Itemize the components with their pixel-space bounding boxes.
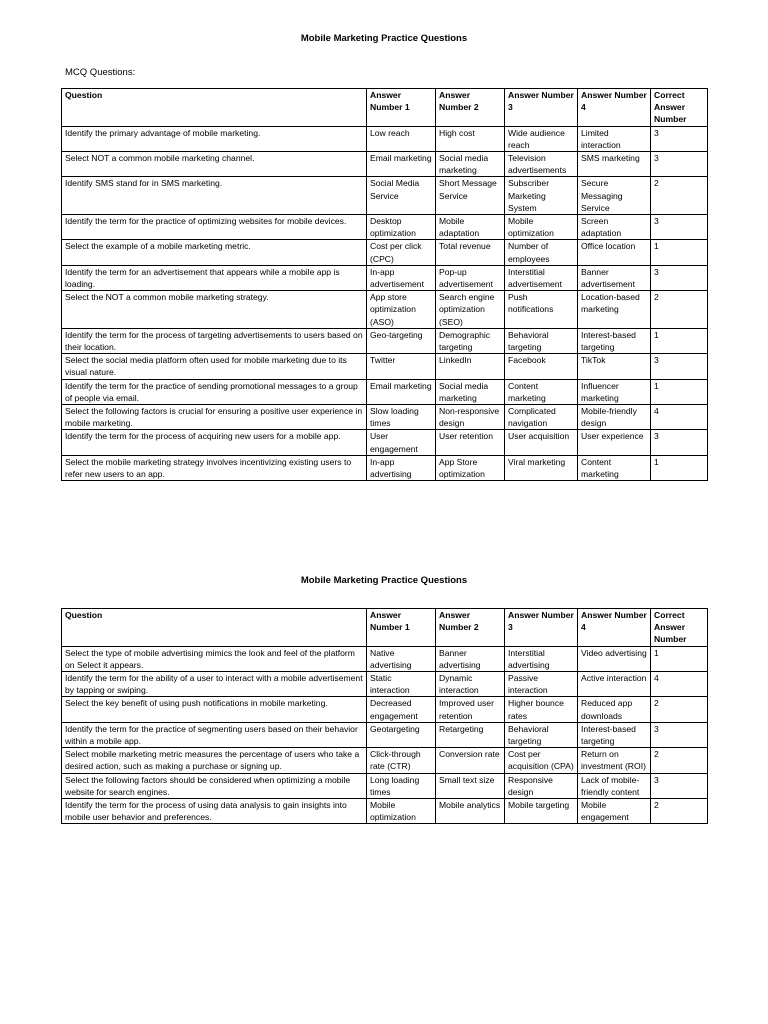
answer-2-cell: User retention	[436, 430, 505, 455]
correct-answer-cell: 2	[651, 291, 708, 329]
table-header-row	[62, 89, 708, 127]
correct-answer-cell: 1	[651, 379, 708, 404]
answer-2-cell: Pop-up advertisement	[436, 265, 505, 290]
correct-answer-cell: 4	[651, 405, 708, 430]
answer-4-cell: Office location	[578, 240, 651, 265]
answer-4-cell: Video advertising	[578, 646, 651, 671]
answer-2-cell: Total revenue	[436, 240, 505, 265]
answer-3-cell: Push notifications	[505, 291, 578, 329]
answer-3-cell: Responsive design	[505, 773, 578, 798]
question-cell: Identify the term for the practice of optimizing websites for mobile devices.	[62, 215, 367, 240]
answer-3-cell: Cost per acquisition (CPA)	[505, 748, 578, 773]
question-cell: Select mobile marketing metric measures the percentage of users who take a desired action, such as making a purchase or signing up.	[62, 748, 367, 773]
question-cell: Select the NOT a common mobile marketing strategy.	[62, 291, 367, 329]
table-row	[62, 328, 708, 353]
question-cell: Select the key benefit of using push notifications in mobile marketing.	[62, 697, 367, 722]
question-cell: Identify the term for the process of using data analysis to gain insights into mobile user behavior and preferences.	[62, 799, 367, 824]
answer-4-cell: Location-based marketing	[578, 291, 651, 329]
table-row	[62, 455, 708, 480]
header-correct-answer: Correct Answer Number	[651, 609, 708, 647]
answer-1-cell: Native advertising	[367, 646, 436, 671]
header-answer-2: Answer Number 2	[436, 89, 505, 127]
answer-3-cell: Mobile optimization	[505, 215, 578, 240]
answer-2-cell: Non-responsive design	[436, 405, 505, 430]
answer-1-cell: Social Media Service	[367, 177, 436, 215]
answer-2-cell: Social media marketing	[436, 379, 505, 404]
answer-1-cell: Decreased engagement	[367, 697, 436, 722]
answer-1-cell: In-app advertising	[367, 455, 436, 480]
answer-2-cell: Conversion rate	[436, 748, 505, 773]
correct-answer-cell: 1	[651, 455, 708, 480]
answer-4-cell: Secure Messaging Service	[578, 177, 651, 215]
correct-answer-cell: 3	[651, 354, 708, 379]
answer-2-cell: Improved user retention	[436, 697, 505, 722]
table-row	[62, 722, 708, 747]
table-row	[62, 265, 708, 290]
answer-4-cell: Interest-based targeting	[578, 328, 651, 353]
answer-4-cell: Reduced app downloads	[578, 697, 651, 722]
answer-1-cell: In-app advertisement	[367, 265, 436, 290]
question-cell: Identify the term for the practice of sending promotional messages to a group of people via email.	[62, 379, 367, 404]
answer-1-cell: Geo-targeting	[367, 328, 436, 353]
answer-4-cell: Interest-based targeting	[578, 722, 651, 747]
answer-1-cell: Low reach	[367, 126, 436, 151]
question-cell: Identify the term for the practice of segmenting users based on their behavior within a mobile app.	[62, 722, 367, 747]
correct-answer-cell: 3	[651, 152, 708, 177]
answer-3-cell: Complicated navigation	[505, 405, 578, 430]
correct-answer-cell: 1	[651, 646, 708, 671]
answer-3-cell: Mobile targeting	[505, 799, 578, 824]
answer-4-cell: TikTok	[578, 354, 651, 379]
header-correct-answer: Correct Answer Number	[651, 89, 708, 127]
answer-1-cell: App store optimization (ASO)	[367, 291, 436, 329]
answer-4-cell: Return on investment (ROI)	[578, 748, 651, 773]
question-cell: Identify SMS stand for in SMS marketing.	[62, 177, 367, 215]
header-answer-3: Answer Number 3	[505, 89, 578, 127]
mcq-table-2	[61, 608, 708, 824]
header-question: Question	[62, 89, 367, 127]
answer-2-cell: Mobile analytics	[436, 799, 505, 824]
question-cell: Identify the primary advantage of mobile marketing.	[62, 126, 367, 151]
answer-2-cell: LinkedIn	[436, 354, 505, 379]
answer-2-cell: Small text size	[436, 773, 505, 798]
answer-3-cell: Interstitial advertising	[505, 646, 578, 671]
answer-1-cell: Cost per click (CPC)	[367, 240, 436, 265]
answer-1-cell: Static interaction	[367, 672, 436, 697]
correct-answer-cell: 3	[651, 430, 708, 455]
answer-2-cell: Search engine optimization (SEO)	[436, 291, 505, 329]
answer-3-cell: Subscriber Marketing System	[505, 177, 578, 215]
table-row	[62, 697, 708, 722]
table-row	[62, 748, 708, 773]
question-cell: Identify the term for the ability of a user to interact with a mobile advertisement by tapping or swiping.	[62, 672, 367, 697]
header-answer-3: Answer Number 3	[505, 609, 578, 647]
question-cell: Identify the term for the process of acquiring new users for a mobile app.	[62, 430, 367, 455]
answer-4-cell: Mobile-friendly design	[578, 405, 651, 430]
correct-answer-cell: 3	[651, 126, 708, 151]
header-question: Question	[62, 609, 367, 647]
table-row	[62, 799, 708, 824]
answer-3-cell: Wide audience reach	[505, 126, 578, 151]
answer-3-cell: Behavioral targeting	[505, 722, 578, 747]
header-answer-4: Answer Number 4	[578, 609, 651, 647]
table-row	[62, 672, 708, 697]
header-answer-1: Answer Number 1	[367, 89, 436, 127]
section-heading: MCQ Questions:	[65, 67, 136, 78]
table-row	[62, 773, 708, 798]
question-cell: Select the following factors should be considered when optimizing a mobile website for search engines.	[62, 773, 367, 798]
answer-3-cell: Viral marketing	[505, 455, 578, 480]
answer-1-cell: Email marketing	[367, 152, 436, 177]
page-title-2: Mobile Marketing Practice Questions	[300, 575, 468, 586]
correct-answer-cell: 3	[651, 265, 708, 290]
answer-3-cell: User acquisition	[505, 430, 578, 455]
correct-answer-cell: 4	[651, 672, 708, 697]
answer-3-cell: Behavioral targeting	[505, 328, 578, 353]
answer-4-cell: Influencer marketing	[578, 379, 651, 404]
correct-answer-cell: 2	[651, 748, 708, 773]
correct-answer-cell: 3	[651, 722, 708, 747]
answer-2-cell: Retargeting	[436, 722, 505, 747]
answer-3-cell: Television advertisements	[505, 152, 578, 177]
answer-2-cell: Demographic targeting	[436, 328, 505, 353]
correct-answer-cell: 2	[651, 697, 708, 722]
answer-1-cell: Geotargeting	[367, 722, 436, 747]
answer-1-cell: Email marketing	[367, 379, 436, 404]
table-row	[62, 430, 708, 455]
table-row	[62, 152, 708, 177]
answer-4-cell: Content marketing	[578, 455, 651, 480]
header-answer-4: Answer Number 4	[578, 89, 651, 127]
answer-4-cell: Banner advertisement	[578, 265, 651, 290]
answer-3-cell: Higher bounce rates	[505, 697, 578, 722]
answer-4-cell: Mobile engagement	[578, 799, 651, 824]
header-answer-1: Answer Number 1	[367, 609, 436, 647]
answer-3-cell: Facebook	[505, 354, 578, 379]
answer-2-cell: Mobile adaptation	[436, 215, 505, 240]
answer-3-cell: Interstitial advertisement	[505, 265, 578, 290]
table-header-row	[62, 609, 708, 647]
answer-3-cell: Content marketing	[505, 379, 578, 404]
answer-1-cell: Slow loading times	[367, 405, 436, 430]
answer-2-cell: Short Message Service	[436, 177, 505, 215]
correct-answer-cell: 3	[651, 215, 708, 240]
question-cell: Select the type of mobile advertising mimics the look and feel of the platform on Select it appears.	[62, 646, 367, 671]
answer-2-cell: Banner advertising	[436, 646, 505, 671]
table-row	[62, 646, 708, 671]
table-row	[62, 405, 708, 430]
answer-4-cell: User experience	[578, 430, 651, 455]
answer-4-cell: Limited interaction	[578, 126, 651, 151]
answer-3-cell: Passive interaction	[505, 672, 578, 697]
answer-1-cell: Mobile optimization	[367, 799, 436, 824]
question-cell: Identify the term for the process of targeting advertisements to users based on their location.	[62, 328, 367, 353]
question-cell: Select the mobile marketing strategy involves incentivizing existing users to refer new users to an app.	[62, 455, 367, 480]
table-row	[62, 215, 708, 240]
answer-4-cell: SMS marketing	[578, 152, 651, 177]
answer-1-cell: Long loading times	[367, 773, 436, 798]
correct-answer-cell: 2	[651, 799, 708, 824]
answer-4-cell: Active interaction	[578, 672, 651, 697]
mcq-table-1	[61, 88, 708, 481]
table-row	[62, 379, 708, 404]
question-cell: Select the social media platform often used for mobile marketing due to its visual nature.	[62, 354, 367, 379]
table-row	[62, 291, 708, 329]
correct-answer-cell: 1	[651, 240, 708, 265]
answer-1-cell: Click-through rate (CTR)	[367, 748, 436, 773]
question-cell: Identify the term for an advertisement that appears while a mobile app is loading.	[62, 265, 367, 290]
header-answer-2: Answer Number 2	[436, 609, 505, 647]
correct-answer-cell: 3	[651, 773, 708, 798]
question-cell: Select the following factors is crucial for ensuring a positive user experience in mobile marketing.	[62, 405, 367, 430]
table-row	[62, 126, 708, 151]
table-row	[62, 354, 708, 379]
answer-2-cell: Social media marketing	[436, 152, 505, 177]
answer-2-cell: Dynamic interaction	[436, 672, 505, 697]
answer-3-cell: Number of employees	[505, 240, 578, 265]
question-cell: Select NOT a common mobile marketing channel.	[62, 152, 367, 177]
answer-2-cell: High cost	[436, 126, 505, 151]
answer-4-cell: Lack of mobile-friendly content	[578, 773, 651, 798]
answer-2-cell: App Store optimization	[436, 455, 505, 480]
answer-1-cell: Desktop optimization	[367, 215, 436, 240]
correct-answer-cell: 2	[651, 177, 708, 215]
answer-1-cell: User engagement	[367, 430, 436, 455]
table-row	[62, 177, 708, 215]
correct-answer-cell: 1	[651, 328, 708, 353]
question-cell: Select the example of a mobile marketing metric.	[62, 240, 367, 265]
answer-4-cell: Screen adaptation	[578, 215, 651, 240]
answer-1-cell: Twitter	[367, 354, 436, 379]
table-row	[62, 240, 708, 265]
page-title: Mobile Marketing Practice Questions	[300, 33, 468, 44]
